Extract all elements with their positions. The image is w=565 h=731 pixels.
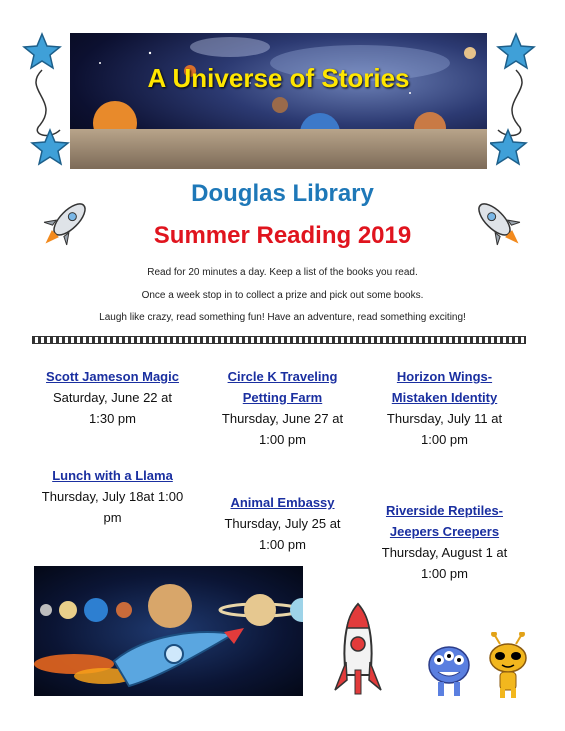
star-icon [32,130,68,164]
program-title: Summer Reading 2019 [153,222,412,249]
solar-system-rocket-image [34,566,303,696]
planet-icon [40,604,52,616]
saturn-icon [244,594,276,626]
blue-alien-icon [424,640,474,700]
library-name: Douglas Library [191,180,374,207]
intro-line: Laugh like crazy, read something fun! Have an adventure, read something exciting! [99,312,466,323]
star-icon [24,34,60,68]
event-title-link[interactable]: Animal Embassy [230,495,335,510]
event-date: Saturday, June 22 at [52,390,172,405]
decorative-divider [32,336,526,344]
red-rocket-icon [333,600,383,700]
event-time: pm [103,510,122,525]
event-item [30,366,195,429]
event-date: Thursday, July 18at 1:00 [41,489,184,504]
event-title-link[interactable]: Circle K Traveling [227,369,338,384]
event-item [362,500,527,584]
planet-icon [272,97,288,113]
banner-title: A Universe of Stories [147,63,410,93]
event-time: 1:00 pm [259,537,306,552]
event-title-link[interactable]: Horizon Wings- [396,369,493,384]
event-item [200,366,365,450]
planet-icon [59,601,77,619]
event-time: 1:00 pm [421,566,468,581]
event-time: 1:00 pm [259,432,306,447]
event-item [200,492,365,555]
event-title-link[interactable]: Scott Jameson Magic [46,369,179,384]
jupiter-icon [148,584,192,628]
event-title-link[interactable]: Riverside Reptiles- [385,503,504,518]
yellow-alien-icon [482,632,534,700]
event-date: Thursday, July 25 at [224,516,341,531]
planet-icon [116,602,132,618]
earth-icon [84,598,108,622]
star-icon [490,130,526,164]
event-item [362,366,527,450]
universe-banner [70,33,487,169]
event-date: Thursday, July 11 at [386,411,503,426]
lunar-surface [70,129,487,169]
event-title-link[interactable]: Petting Farm [242,390,323,405]
event-time: 1:00 pm [421,432,468,447]
star-swirl-left-decoration [20,30,72,170]
event-title-link[interactable]: Jeepers Creepers [389,524,500,539]
planet-icon [290,598,303,622]
intro-line: Read for 20 minutes a day. Keep a list of the books you read. [147,267,418,278]
planet-icon [464,47,476,59]
event-title-link[interactable]: Lunch with a Llama [52,468,173,483]
event-title-link[interactable]: Mistaken Identity [391,390,498,405]
event-date: Thursday, August 1 at [381,545,508,560]
star-icon [498,34,534,68]
event-item [30,465,195,528]
solar-system-illustration [34,566,303,696]
event-time: 1:30 pm [89,411,136,426]
event-date: Thursday, June 27 at [221,411,344,426]
star-swirl-right-decoration [490,30,542,170]
intro-line: Once a week stop in to collect a prize and pick out some books. [141,290,424,301]
